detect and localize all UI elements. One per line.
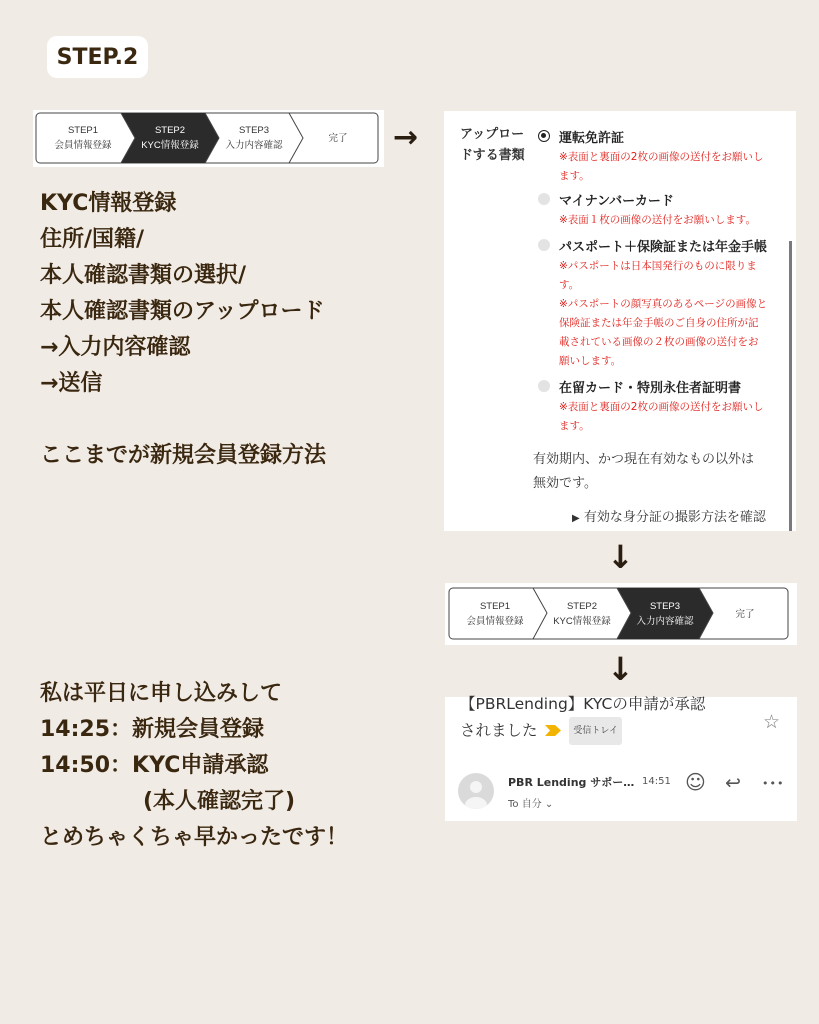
option-note: ※表面１枚の画像の送付をお願いします。 <box>559 214 756 226</box>
stepbar-bottom-svg <box>445 583 797 645</box>
timeline-line: 14:25：新規会員登録 <box>40 717 265 742</box>
star-icon[interactable]: ☆ <box>763 711 781 733</box>
option-passport-insurance[interactable] <box>538 236 788 255</box>
option-note: ※パスポートの顔写真のあるページの画像と <box>559 298 768 310</box>
down-arrow-icon: ↓ <box>607 650 634 688</box>
stepbar-top-step1-sub: 会員情報登録 <box>54 140 112 151</box>
option-title: パスポート＋保険証または年金手帳 <box>559 240 768 255</box>
option-drivers-license[interactable] <box>538 127 788 146</box>
timeline-line: 私は平日に申し込みして <box>40 681 283 706</box>
option-my-number-card[interactable] <box>538 190 788 209</box>
inbox-label[interactable]: 受信トレイ <box>569 717 622 745</box>
kyc-step-line: 住所/国籍/ <box>40 227 145 252</box>
timeline-text <box>40 676 348 856</box>
option-note: ※表面と裏面の2枚の画像の送付をお願いし <box>559 401 764 413</box>
photo-guide-link-text: 有効な身分証の撮影方法を確認 <box>583 510 766 525</box>
stepbar-bottom-step3-title: STEP3 <box>649 601 681 612</box>
recipient[interactable]: To 自分 ⌄ <box>508 799 554 810</box>
validity-line2: 無効です。 <box>533 476 597 491</box>
timeline-line: 14:50：KYC申請承認 <box>40 753 269 778</box>
upload-label-line1: アップロー <box>460 127 525 142</box>
stepbar-bottom-step2-sub: KYC情報登録 <box>553 616 611 627</box>
stepbar-bottom-step2-title: STEP2 <box>566 601 598 612</box>
importance-marker-icon <box>545 718 561 744</box>
email-subject-line2: されました <box>460 721 538 740</box>
validity-note <box>533 448 754 496</box>
emoji-reaction-icon[interactable]: ☺ <box>685 770 706 794</box>
radio-unselected-icon[interactable] <box>538 193 550 205</box>
stepbar-bottom-step4-title: 完了 <box>735 609 755 620</box>
stepbar-top-step2-title: STEP2 <box>154 125 186 136</box>
option-note: 載されている画像の２枚の画像の送付をお <box>559 336 759 348</box>
right-arrow-icon: → <box>393 120 419 155</box>
radio-unselected-icon[interactable] <box>538 239 550 251</box>
reply-icon[interactable]: ↩ <box>725 772 741 794</box>
photo-guide-link[interactable] <box>572 506 766 525</box>
option-note: 保険証または年金手帳のご自身の住所が記 <box>559 317 759 329</box>
option-note: ます。 <box>559 170 590 182</box>
stepbar-top-step3-sub: 入力内容確認 <box>225 140 283 151</box>
option-title: マイナンバーカード <box>559 194 674 209</box>
more-options-icon[interactable]: ••• <box>762 777 785 790</box>
stepbar-top <box>33 110 384 167</box>
kyc-step-line: →入力内容確認 <box>40 335 191 360</box>
timeline-line: とめちゃくちゃ早かったです！ <box>40 825 349 850</box>
option-residence-card[interactable] <box>538 377 788 396</box>
stepbar-bottom-step1-sub: 会員情報登録 <box>466 616 524 627</box>
stepbar-bottom <box>445 583 797 645</box>
kyc-step-line: 本人確認書類のアップロード <box>40 299 325 324</box>
registration-summary: ここまでが新規会員登録方法 <box>40 443 327 468</box>
option-note: ます。 <box>559 420 590 432</box>
upload-label-line2: ドする書類 <box>460 148 525 163</box>
scrollbar[interactable] <box>789 241 792 531</box>
sender-avatar <box>458 773 494 809</box>
stepbar-bottom-active-bg <box>617 588 713 639</box>
stepbar-bottom-step3-sub: 入力内容確認 <box>636 616 694 627</box>
stepbar-bottom-step1-title: STEP1 <box>479 601 511 612</box>
stepbar-top-step1-title: STEP1 <box>67 125 99 136</box>
kyc-steps-text <box>40 186 326 474</box>
caret-right-icon: ▶ <box>572 513 580 524</box>
email-subject <box>460 691 760 745</box>
document-upload-panel <box>444 111 796 531</box>
upload-label <box>460 124 525 166</box>
stepbar-top-step4-title: 完了 <box>328 133 348 144</box>
validity-line1: 有効期内、かつ現在有効なもの以外は <box>533 452 755 467</box>
email-panel <box>445 697 797 821</box>
timeline-line: (本人確認完了) <box>143 789 296 814</box>
option-title: 運転免許証 <box>559 131 625 146</box>
down-arrow-icon: ↓ <box>607 538 634 576</box>
kyc-step-line: →送信 <box>40 371 103 396</box>
radio-selected-icon[interactable] <box>538 130 550 142</box>
stepbar-top-step3-title: STEP3 <box>238 125 270 136</box>
step-badge: STEP.2 <box>47 36 148 78</box>
option-title: 在留カード・特別永住者証明書 <box>559 381 742 396</box>
email-subject-line1: 【PBRLending】KYCの申請が承認 <box>460 695 706 713</box>
option-note: ※表面と裏面の2枚の画像の送付をお願いし <box>559 151 764 163</box>
option-note: す。 <box>559 279 580 291</box>
stepbar-top-step2-sub: KYC情報登録 <box>141 140 199 151</box>
option-note: 願いします。 <box>559 355 622 367</box>
document-options <box>538 127 788 436</box>
radio-unselected-icon[interactable] <box>538 380 550 392</box>
email-time: 14:51 <box>642 776 671 787</box>
stepbar-top-active-bg <box>121 113 219 163</box>
kyc-step-line: 本人確認書類の選択/ <box>40 263 247 288</box>
stepbar-top-svg <box>33 110 384 167</box>
option-note: ※パスポートは日本国発行のものに限りま <box>559 260 757 272</box>
kyc-step-line: KYC情報登録 <box>40 191 177 216</box>
sender-name: PBR Lending サポー… <box>508 776 635 789</box>
